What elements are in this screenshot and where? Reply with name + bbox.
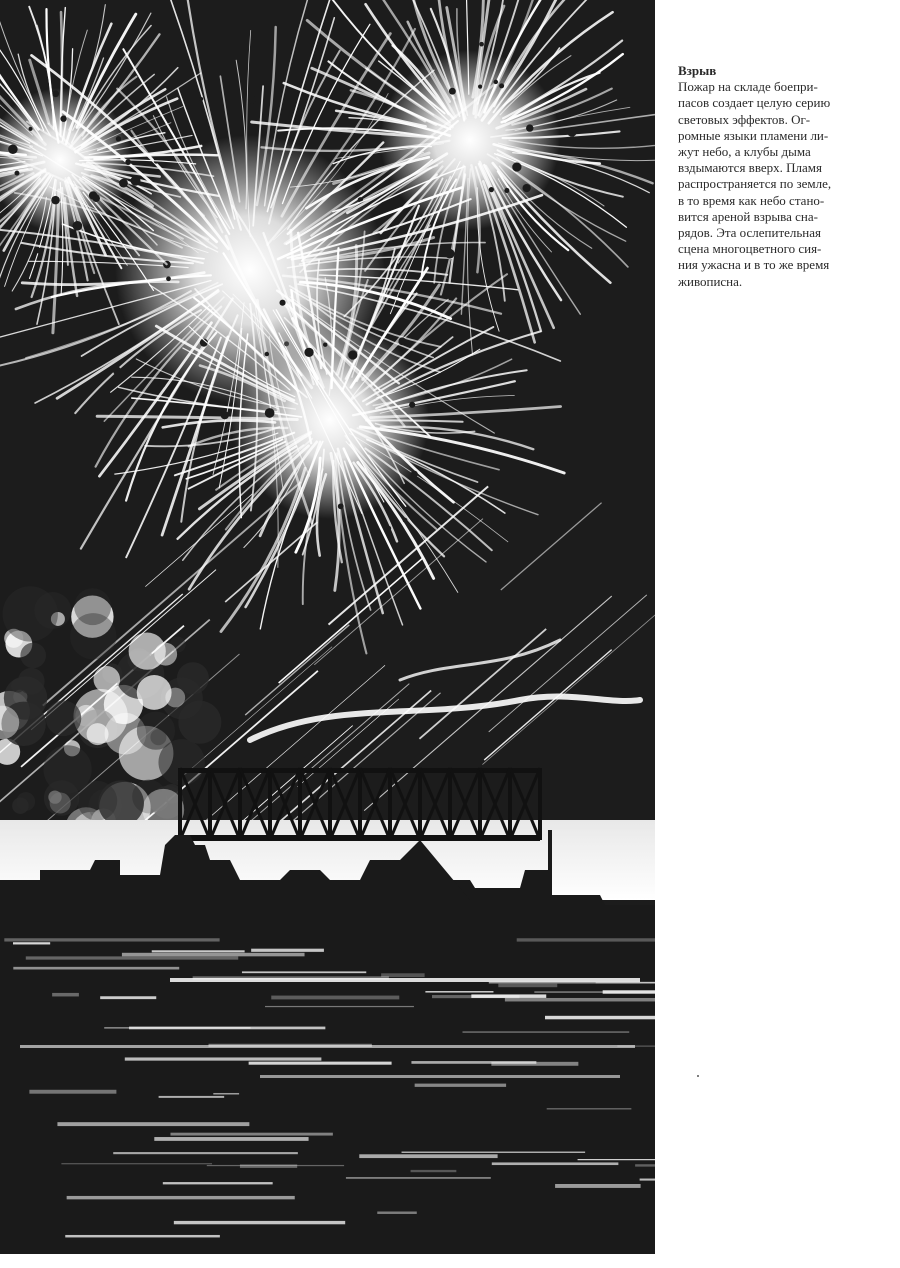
burst-spot	[526, 124, 533, 131]
burst-spot	[415, 494, 422, 501]
reflection-line	[152, 950, 245, 952]
reflection-line	[265, 1006, 414, 1007]
bridge-post	[448, 768, 452, 840]
caption-line: Пожар на складе боепри-	[678, 79, 818, 95]
bridge-post	[238, 768, 242, 840]
smoke-puff	[87, 723, 109, 745]
caption-block	[678, 63, 878, 290]
reflection-line	[425, 991, 493, 993]
reflection-line	[346, 1177, 491, 1179]
reflection-line	[547, 1108, 632, 1109]
reflection-line	[359, 1154, 497, 1158]
crane-mast	[548, 830, 552, 900]
reflection-line	[596, 982, 655, 983]
burst-spot	[567, 127, 576, 136]
burst-spot	[411, 471, 418, 478]
burst-spot	[265, 408, 275, 418]
bridge-post	[268, 768, 272, 840]
reflection-line	[57, 1122, 249, 1126]
bridge-post	[328, 768, 332, 840]
burst-spot	[221, 411, 229, 419]
burst-spot	[113, 367, 121, 375]
reflection-line	[640, 1179, 655, 1181]
burst-spot	[576, 117, 580, 121]
reflection-line	[534, 991, 655, 992]
reflection-line	[4, 938, 219, 941]
caption-line: живописна.	[678, 273, 743, 289]
burst-spot	[386, 526, 391, 531]
burst-spot	[398, 337, 406, 345]
caption-body	[678, 79, 878, 290]
caption-line: в то время как небо стано-	[678, 192, 825, 208]
reflection-line	[170, 978, 640, 982]
smoke-puff	[137, 675, 172, 710]
burst-spot	[445, 249, 455, 259]
burst-spot	[304, 348, 313, 357]
burst-spot	[14, 171, 19, 176]
burst-spot	[158, 380, 165, 387]
paper-speck	[697, 1075, 699, 1077]
caption-line: световых эффектов. Ог-	[678, 111, 811, 127]
caption-line: распространяется по земле,	[678, 176, 832, 192]
caption-line: сцена многоцветного сия-	[678, 241, 822, 257]
reflection-line	[159, 1096, 225, 1098]
reflection-line	[402, 1152, 586, 1153]
smoke-puff	[20, 643, 46, 669]
reflection-line	[61, 1163, 212, 1164]
reflection-line	[163, 1182, 273, 1184]
reflection-line	[20, 1045, 635, 1048]
smoke-puff	[94, 666, 121, 693]
burst-spot	[199, 97, 203, 101]
reflection-line	[492, 1162, 619, 1165]
burst-spot	[479, 42, 484, 47]
burst-spot	[36, 248, 42, 254]
caption-line: вздымаются вверх. Пламя	[678, 160, 822, 176]
burst-spot	[279, 300, 285, 306]
burst-spot	[125, 159, 131, 165]
burst-spot	[449, 88, 456, 95]
burst-spot	[341, 119, 347, 125]
caption-line: пасов создает целую серию	[678, 95, 831, 111]
burst-spot	[29, 127, 33, 131]
caption-line: ромные языки пламени ли-	[678, 127, 829, 143]
reflection-line	[100, 996, 156, 999]
reflection-line	[463, 1032, 630, 1033]
caption-title: Взрыв	[678, 63, 717, 78]
caption-line: ния ужасна и в то же время	[678, 257, 830, 273]
burst-spot	[504, 188, 509, 193]
reflection-line	[26, 956, 238, 959]
burst-spot	[487, 250, 491, 254]
smoke-puff	[12, 797, 28, 813]
reflection-line	[545, 1016, 655, 1019]
burst-spot	[131, 176, 141, 186]
reflection-line	[555, 1184, 641, 1188]
burst-spot	[409, 402, 415, 408]
burst-spot	[489, 187, 494, 192]
burst-spot	[494, 80, 498, 84]
smoke-puff	[98, 780, 144, 826]
reflection-line	[498, 984, 557, 987]
burst-spot	[323, 342, 327, 346]
bridge-post	[478, 768, 482, 840]
reflection-line	[505, 998, 655, 1001]
reflection-line	[125, 1057, 322, 1060]
burst-spot	[116, 136, 121, 141]
reflection-line	[242, 971, 366, 973]
reflection-line	[249, 1062, 392, 1065]
smoke-puff	[3, 586, 58, 641]
bridge-post	[388, 768, 392, 840]
reflection-line	[13, 942, 50, 944]
burst-spot	[52, 90, 59, 97]
burst-spot	[248, 96, 256, 104]
burst-spot	[106, 266, 111, 271]
smoke-puff	[70, 613, 116, 659]
burst-spot	[478, 85, 482, 89]
reflection-line	[240, 1164, 297, 1168]
reflection-line	[170, 1133, 332, 1136]
burst-spot	[8, 144, 18, 154]
burst-spot	[166, 276, 171, 281]
caption-line: рядов. Эта ослепительная	[678, 225, 822, 241]
smoke-puff	[44, 780, 80, 816]
bridge-post	[298, 768, 302, 840]
burst-spot	[60, 116, 66, 122]
burst-spot	[338, 503, 344, 509]
reflection-line	[578, 1159, 655, 1160]
caption-line: жут небо, а клубы дыма	[678, 144, 811, 160]
reflection-line	[67, 1196, 295, 1199]
bridge-post	[358, 768, 362, 840]
reflection-line	[415, 1084, 506, 1087]
reflection-line	[260, 1075, 620, 1078]
reflection-line	[213, 1093, 239, 1095]
burst-spot	[51, 196, 60, 205]
reflection-line	[271, 996, 399, 1000]
reflection-line	[52, 993, 79, 997]
burst-spot	[119, 179, 128, 188]
burst-spot	[403, 518, 408, 523]
reflection-line	[13, 967, 179, 970]
reflection-line	[129, 1027, 325, 1030]
reflection-line	[491, 1062, 578, 1066]
burst-spot	[73, 221, 83, 231]
reflection-line	[29, 1090, 116, 1094]
reflection-line	[113, 1152, 298, 1154]
burst-spot	[499, 83, 504, 88]
burst-spot	[523, 184, 531, 192]
bridge-post	[208, 768, 212, 840]
reflection-line	[377, 1211, 416, 1213]
reflection-line	[122, 953, 305, 957]
bridge-post	[538, 768, 542, 840]
reflection-line	[65, 1235, 220, 1237]
burst-spot	[92, 194, 100, 202]
reflection-line	[635, 1164, 655, 1166]
bridge-post	[508, 768, 512, 840]
smoke-puff	[46, 700, 82, 736]
reflection-line	[174, 1221, 345, 1224]
reflection-line	[251, 949, 324, 952]
smoke-puff	[137, 712, 175, 750]
caption-line: вится ареной взрыва сна-	[678, 208, 818, 224]
reflection-line	[381, 973, 424, 977]
burst-spot	[265, 352, 269, 356]
bridge-post	[178, 768, 182, 840]
reflection-line	[517, 938, 655, 941]
bridge-post	[418, 768, 422, 840]
smoke-puff	[154, 643, 177, 666]
burst-spot	[512, 162, 521, 171]
reflection-line	[471, 994, 546, 998]
burst-spot	[348, 350, 357, 359]
reflection-line	[154, 1137, 308, 1141]
reflection-line	[411, 1170, 457, 1172]
